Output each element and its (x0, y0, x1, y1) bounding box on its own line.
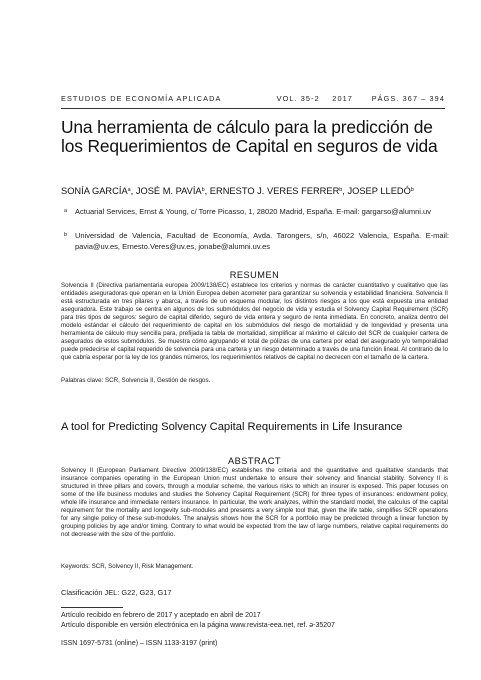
palabras-clave: Palabras clave: SCR, Solvencia II, Gestión de riesgos. (61, 377, 211, 384)
author-name: JOSÉ M. PAVÍA (135, 186, 202, 196)
resumen-heading: RESUMEN (229, 270, 280, 280)
journal-name: ESTUDIOS DE ECONOMÍA APLICADA (61, 94, 222, 103)
pages: PÁGS. 367 – 394 (371, 94, 445, 103)
article-title: Una herramienta de cálculo para la predicción de los Requerimientos de Capital en seguros de vida (61, 117, 438, 157)
volume: VOL. 35-2 (276, 94, 320, 103)
received-note: Artículo recibido en febrero de 2017 y aceptado en abril de 2017 (61, 612, 261, 619)
english-title: A tool for Predicting Solvency Capital Requirements in Life Insurance (61, 421, 403, 433)
author-name: JOSEP LLEDÓ (347, 186, 411, 196)
header-rule (61, 108, 445, 109)
affiliation-b (64, 231, 449, 252)
author-mark: b (410, 186, 414, 193)
affiliation-text: Actuarial Services, Ernst & Young, c/ Torre Picasso, 1, 28020 Madrid, España. E-mail: gargarso@alumni.uv (75, 207, 431, 216)
issn: ISSN 1697-5731 (online) – ISSN 1133-3197 (print) (61, 640, 218, 647)
author-list: SONÍA GARCÍA$^a$, JOSÉ M. PAVÍA$^b$, ERNESTO J. VERES FERRER$^b$, JOSEP LLEDÓ$^b$ (61, 186, 414, 196)
affiliation-mark: a (64, 208, 67, 214)
abstract-heading: ABSTRACT (227, 456, 281, 466)
affiliation-text: Universidad de Valencia, Facultad de Economía, Avda. Tarongers, s/n, 46022 Valencia, España. E-mail: pavia@uv.es, Ernesto.Veres@uv.es, jonabe@alumni.uv.es (75, 231, 449, 251)
running-header (61, 94, 445, 108)
resumen-text: Solvencia II (Directiva parlamentaria europea 2009/138/EC) establece los criterios y normas de carácter cuantitativo y cualitativo que las entidades aseguradoras que operan en la Unión Europea deben acometer para garantizar su solvencia y estabilidad financiera. Solvencia II está estructurada en tres pilares y abarca, a través de un esquema modular, los distintos riesgos a los que está expuesta una entidad aseguradora. Este trabajo se centra en algunos de los submódulos del negocio de vida y estudia el Solvency Capital Requirement (SCR) para tres tipos de seguros: seguro de capital diferido, seguro de vida entera y seguro de renta inmediata. En concreto, analiza dentro del modelo estándar el cálculo del requerimiento de capital en los submódulos del riesgo de mortalidad y de longevidad y presenta una herramienta de cálculo muy sencilla para, prefijada la tabla de mortalidad, simplificar al máximo el cálculo del SCR de cualquier cartera de asegurados de estos submódulos. Se muestra cómo agrupando el total de pólizas de una cartera por edad del asegurado y/o temporalidad puede predecirse el capital requerido de solvencia para una cartera y un riesgo determinado a través de una función lineal. Al contrario de lo que cabría esperar por la ley de los grandes números, los requerimientos relativos de capital no decrecen con el tamaño de la cartera. (61, 282, 448, 362)
author-mark: b (339, 186, 343, 193)
author-mark: a (127, 186, 131, 193)
affiliation-a (64, 207, 449, 218)
author-mark: b (201, 186, 205, 193)
keywords: Keywords: SCR, Solvency II, Risk Management. (61, 563, 194, 570)
volume-info (277, 94, 445, 103)
author-name: SONÍA GARCÍA (61, 186, 128, 196)
footnote-rule (61, 607, 123, 608)
abstract-text: Solvency II (European Parliament Directive 2009/138/EC) establishes the criteria and the quantitative and qualitative standards that insurance companies operating in the European Union must undertake to ensure their solvency and financial stability. Solvency II is structured in three pillars and covers, through a modular scheme, the various risks to which an insurer is exposed. This paper focuses on some of the life business modules and studies the Solvency Capital Requirement (SCR) for three types of insurances: endowment policy, whole life insurance and immediate renters insurance. In particular, the work analyzes, within the standard model, the calculus of the capital requirement for the mortality and longevity sub-modules and presents a very simple tool that, given the life table, simplifies SCR operations for any single policy of these sub-modules. The analysis shows how the SCR for a portfolio may be predicted through a linear function by grouping policies by age and/or timing. Contrary to what would be expected from the law of large numbers, relative capital requirements do not decrease with the size of the portfolio. (61, 467, 448, 539)
affiliation-mark: b (64, 232, 67, 238)
year: 2017 (332, 94, 353, 103)
jel-classification: Clasificación JEL: G22, G23, G17 (61, 588, 172, 597)
author-name: ERNESTO J. VERES FERRER (209, 186, 340, 196)
availability-note: Artículo disponible en versión electrónica en la página www.revista-eea.net, ref. ə-35207 (61, 622, 335, 629)
